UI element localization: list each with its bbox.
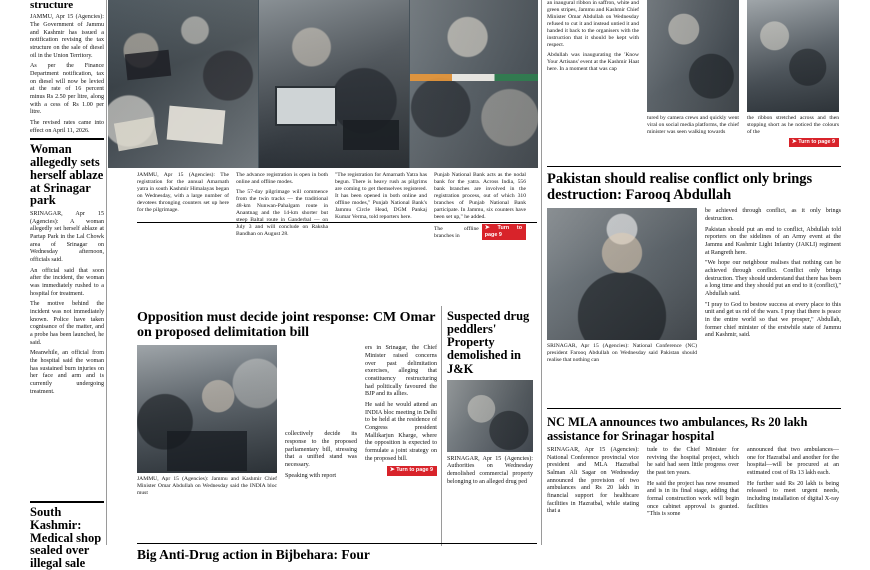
opposition-photo-block bbox=[137, 345, 277, 497]
photo-cm-untying-ribbon bbox=[647, 0, 739, 112]
caption-farooq: SRINAGAR, Apr 15 (Agencies): National Conference (NC) president Farooq Abdullah on Wednesday said Pakistan should realise that nothing can bbox=[547, 343, 697, 364]
photo-omar-abdullah-press bbox=[137, 345, 277, 473]
caption-col-d bbox=[547, 0, 639, 147]
headline-drug-peddlers: Suspected drug peddlers' Property demolished in J&K bbox=[447, 309, 530, 376]
nc-mla-story bbox=[547, 416, 841, 522]
column-rule bbox=[541, 0, 542, 545]
para: An official said that soon after the incident, the woman was immediately rushed to a hospital for treatment. bbox=[30, 267, 104, 297]
caption-col-c bbox=[434, 172, 526, 241]
opposition-col-right bbox=[365, 345, 437, 497]
photo-demolition bbox=[447, 380, 533, 452]
photo-crowd-event bbox=[747, 0, 839, 112]
para: collectively decide its response to the proposed parliamentary bill, stressing that a unified stand was necessary. bbox=[285, 431, 357, 468]
caption-col-a2 bbox=[236, 172, 328, 241]
para: "I pray to God to bestow success at every place to this unit and get us rid of the wars. I pray that there is peace in the entire world so that we prosper," Abdullah, former chief minister of the erstwhile state of Jammu and Kashmir, said. bbox=[705, 301, 841, 339]
para: JAMMU, Apr 15 (Agencies): The registration for the annual Amarnath yatra in south Kashmir Himalayas began on Wednesday, with a large number of devotees thronging counters set up here for the pilgrimage. bbox=[137, 172, 229, 213]
para: an inaugural ribbon in saffron, white and green stripes, Jammu and Kashmir Chief Minister Omar Abdullah on Wednesday refused to cut it and instead untied it and handed it back to the organisers with the instruction that it should be kept with respect. bbox=[547, 0, 639, 48]
column-rule bbox=[441, 306, 442, 546]
para: tude to the Chief Minister for reviving the hospital project, which he said had seen little progress over the past ten years. bbox=[647, 447, 739, 477]
para: Abdullah was inaugurating the 'Know Your Artisans' event at the Kashmir Haat here. In a moment that was cap bbox=[547, 51, 639, 72]
headline-nc-mla: NC MLA announces two ambulances, Rs 20 lakh assistance for Srinagar hospital bbox=[547, 415, 808, 443]
opposition-story bbox=[137, 310, 437, 497]
caption-col-b bbox=[335, 172, 427, 241]
para: SRINAGAR, Apr 15 (Agencies): A woman allegedly set herself ablaze at Partap Park in the Lal Chowk area of Srinagar on Wednesday afternoon, officials said. bbox=[30, 211, 104, 264]
photo-col-e bbox=[647, 0, 739, 147]
divider bbox=[30, 501, 104, 503]
drug-peddlers-story bbox=[447, 310, 533, 489]
jump-link[interactable]: ➤ Turn to page 9 bbox=[482, 224, 526, 240]
divider bbox=[547, 166, 841, 167]
left-column bbox=[30, 0, 104, 400]
amarnath-yatra-photo-collage bbox=[108, 0, 538, 168]
ncmla-col-1 bbox=[547, 447, 639, 522]
divider bbox=[137, 543, 537, 544]
para: SRINAGAR, Apr 15 (Agencies): Authorities on Wednesday demolished commercial property belonging to an alleged drug ped bbox=[447, 455, 533, 485]
caption-omar: JAMMU, Apr 15 (Agencies): Jammu and Kashmir Chief Minister Omar Abdullah on Wednesday said the INDIA bloc must bbox=[137, 476, 277, 497]
tax-story-body bbox=[30, 14, 104, 135]
column-rule bbox=[106, 0, 107, 545]
photo-registration-queue bbox=[108, 0, 258, 168]
headline-anti-drug-action: Big Anti-Drug action in Bijbehara: Four bbox=[137, 547, 370, 562]
para: JAMMU, Apr 15 (Agencies): The Government of Jammu and Kashmir has issued a notification revising the tax structure on the sale of diesel oil in the Union Territory. bbox=[30, 14, 104, 59]
bottom-story bbox=[137, 548, 537, 562]
opposition-col-mid bbox=[285, 345, 357, 497]
drug-body bbox=[447, 456, 533, 487]
para: ers in Srinagar, the Chief Minister raised concerns over past delimitation exercises, alleging that constituency restructuring had politically favoured the BJP and its allies. bbox=[365, 345, 437, 398]
divider bbox=[30, 138, 104, 140]
para: "The registration for Amarnath Yatra has begun. There is heavy rush as pilgrims are coming to get themselves registered. It has been opened in both online and offline modes," Punjab National Bank's Jammu Circle Head, DGM Pankaj Kumar Verma, told reporters here. bbox=[335, 172, 427, 220]
para: Punjab National Bank acts as the nodal bank for the yatra. Across India, 556 bank branches are involved in the registration process, out of which 310 branches of Punjab National Bank participate. In Jammu, six counters have been set up," he added. bbox=[434, 172, 526, 220]
ncmla-col-3 bbox=[747, 447, 839, 522]
para: tured by camera crews and quickly went viral on social media platforms, the chief minister was seen walking towards bbox=[647, 115, 739, 135]
para: He said the project has now resumed and is in its final stage, adding that formal construction work will begin once cabinet approval is granted. "This is some bbox=[647, 480, 739, 518]
para: Meanwhile, an official from the hospital said the woman has sustained burn injuries on her face and arm and is currently undergoing treatment. bbox=[30, 350, 104, 395]
photo-cm-ribbon-event bbox=[410, 0, 538, 168]
pakistan-story bbox=[547, 172, 841, 364]
caption-col-a bbox=[137, 172, 229, 241]
collage-caption-row bbox=[137, 172, 537, 241]
para: be achieved through conflict, as it only brings destruction. bbox=[705, 208, 841, 222]
para: As per the Finance Department notification, tax on diesel will now be levied at the rate of 16 percent minus Rs 2.50 per litre, along with a cess of Rs 1.00 per litre. bbox=[30, 63, 104, 116]
para: The offline branches in bbox=[434, 226, 479, 240]
ncmla-col-2 bbox=[647, 447, 739, 522]
para: The advance registration is open in both online and offline modes. bbox=[236, 172, 328, 185]
headline-opposition: Opposition must decide joint response: CM Omar on proposed delimitation bill bbox=[137, 310, 436, 341]
cm-ribbon-story bbox=[547, 0, 841, 147]
para: The revised rates came into effect on April 11, 2026. bbox=[30, 119, 104, 134]
headline-woman-ablaze: Woman allegedly sets herself ablaze at Srinagar park bbox=[30, 142, 104, 208]
jump-link[interactable]: ➤ Turn to page 9 bbox=[789, 138, 839, 148]
divider bbox=[137, 222, 537, 223]
para: Pakistan should put an end to conflict, Abdullah told reporters on the sidelines of an Army event at the Jammu and Kashmir Light Infantry (JAKLI) regiment at Rangreth here. bbox=[705, 226, 841, 256]
headline-medical-shop: South Kashmir: Medical shop sealed over illegal sale bbox=[30, 505, 102, 570]
para: The 57-day pilgrimage will commence from the twin tracks — the traditional 48-km Nunwan-Pahalgam route in Anantnag and the 14-km shorter but steep Baltal route in Ganderbal — on July 3 and will conclude on Raksha Bandhan on August 28. bbox=[236, 188, 328, 237]
pakistan-photo-block bbox=[547, 208, 697, 364]
photo-farooq-abdullah bbox=[547, 208, 697, 340]
divider bbox=[547, 408, 841, 409]
para: the ribbon stretched across and then stopping short as he noticed the colours of the bbox=[747, 115, 839, 135]
para: He said he would attend an INDIA bloc meeting in Delhi to be held at the residence of Congress president Mallikarjun Kharge, where the opposition is expected to formulate a joint strategy on the proposed bill. bbox=[365, 401, 437, 462]
pakistan-body bbox=[705, 208, 841, 364]
para: He further said Rs 20 lakh is being released to meet urgent needs, including installation of digital X-ray facilities bbox=[747, 480, 839, 510]
headline-tax-structure: structure bbox=[30, 0, 74, 11]
para: "We hope our neighbour realises that nothing can be achieved through conflict. Conflict only brings destruction. They should understand that there has been a long time and they should put an end to it (conflict)," Abdullah said. bbox=[705, 260, 841, 298]
para: announced that two ambulances—one for Hazratbal and another for the hospital—will be procured at an estimated cost of Rs 13 lakh each. bbox=[747, 447, 839, 477]
photo-col-f bbox=[747, 0, 839, 147]
para: The motive behind the incident was not immediately known. Police have taken cognisance of the matter, and a probe has been launched, he said. bbox=[30, 301, 104, 346]
photo-registration-counter bbox=[259, 0, 409, 168]
para: Speaking with report bbox=[285, 472, 337, 479]
south-kashmir-story bbox=[30, 498, 104, 570]
headline-pakistan: Pakistan should realise conflict only brings destruction: Farooq Abdullah bbox=[547, 171, 813, 203]
para: SRINAGAR, Apr 15 (Agencies): National Conference provincial vice president and MLA Hazratbal Salman Ali Sagar on Wednesday announced the provision of two ambulances and Rs 20 lakh in financial support for healthcare facilities in Hazratbal, while stating that a bbox=[547, 447, 639, 515]
jump-link[interactable]: ➤ Turn to page 9 bbox=[387, 466, 437, 476]
woman-ablaze-body bbox=[30, 211, 104, 396]
